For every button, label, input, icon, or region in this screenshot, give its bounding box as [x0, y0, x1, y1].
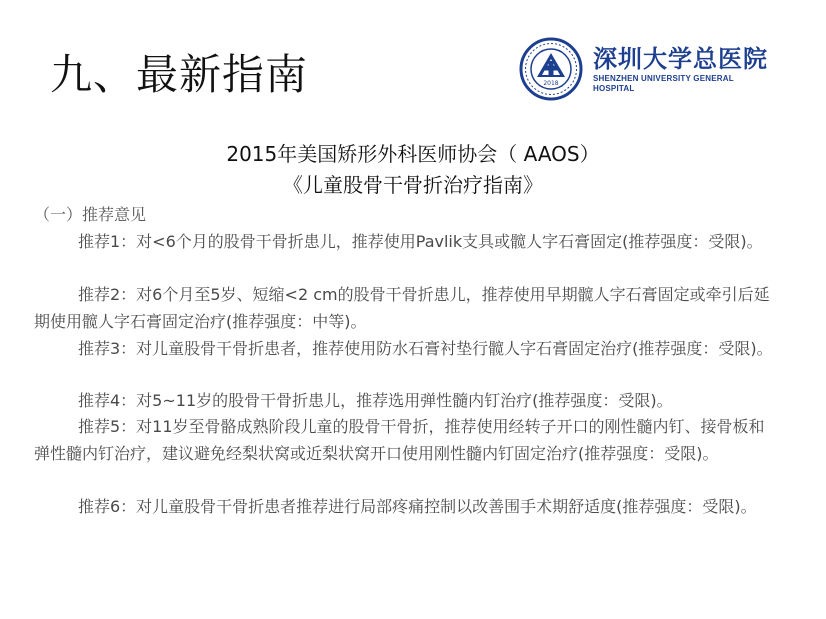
hospital-logo: [519, 36, 769, 102]
guideline-source: 2015年美国矫形外科医师协会（ AAOS）: [226, 142, 600, 166]
recommendation-1: 推荐1：对<6个月的股骨干骨折患儿，推荐使用Pavlik支具或髋人字石膏固定(推荐强度：受限)。: [78, 232, 763, 251]
recommendation-5: 推荐5：对11岁至骨骼成熟阶段儿童的股骨干骨折，推荐使用经转子开口的刚性髓内钉、接骨板和弹性髓内钉治疗，建议避免经梨状窝或近梨状窝开口使用刚性髓内钉固定治疗(推荐强度：受限)。: [34, 417, 765, 463]
hospital-name-cn: 深圳大学总医院: [593, 44, 768, 73]
hospital-seal-icon: [519, 37, 583, 101]
section-label: （一）推荐意见: [34, 205, 147, 224]
recommendation-2: 推荐2：对6个月至5岁、短缩<2 cm的股骨干骨折患儿，推荐使用早期髋人字石膏固定或牵引后延期使用髋人字石膏固定治疗(推荐强度：中等)。: [34, 285, 770, 331]
hospital-name-en: SHENZHEN UNIVERSITY GENERAL HOSPITAL: [593, 74, 734, 93]
slide-title: 九、最新指南: [50, 50, 309, 99]
guideline-title: 《儿童股骨干骨折治疗指南》: [283, 173, 543, 197]
recommendation-3: 推荐3：对儿童股骨干骨折患者，推荐使用防水石膏衬垫行髋人字石膏固定治疗(推荐强度：受限)。: [78, 339, 773, 358]
seal-year: 2018: [543, 80, 559, 87]
recommendation-4: 推荐4：对5~11岁的股骨干骨折患儿，推荐选用弹性髓内钉治疗(推荐强度：受限)。: [78, 391, 673, 410]
recommendation-6: 推荐6：对儿童股骨干骨折患者推荐进行局部疼痛控制以改善围手术期舒适度(推荐强度：受限)。: [78, 497, 757, 516]
